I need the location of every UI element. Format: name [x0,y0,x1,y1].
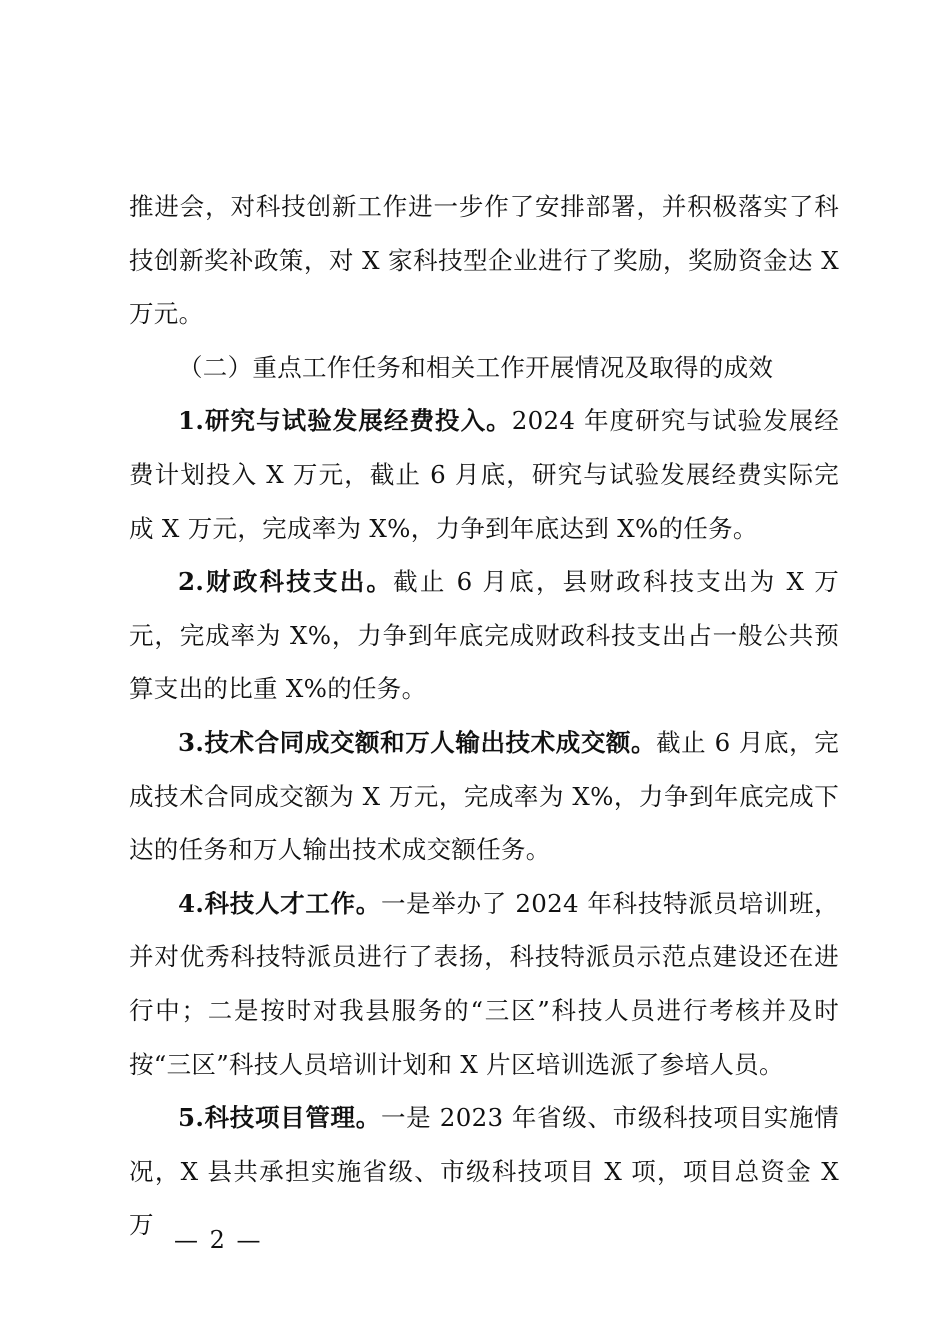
item-text: 截止 6 月底，完成技术合同成交额为 X 万元，完成率为 X%，力争到年底完成下达的任务和万人输出技术成交额任务。 [129,727,839,865]
section-heading [129,341,839,395]
item-heading: 1.研究与试验发展经费投入。 [178,406,512,436]
item-tech-talent [129,877,839,1091]
section-heading-text: （二）重点工作任务和相关工作开展情况及取得的成效 [178,352,774,382]
item-text: 截止 6 月底，县财政科技支出为 X 万元，完成率为 X%，力争到年底完成财政科技支出占一般公共预算支出的比重 X%的任务。 [129,567,839,704]
document-body [129,180,839,1252]
item-text: 一是 2023 年省级、市级科技项目实施情况，X 县共承担实施省级、市级科技项目 X 项，项目总资金 X 万 [129,1103,839,1240]
page-number: — 2 — [174,1226,263,1254]
item-fiscal-tech-spending [129,555,839,716]
item-text: 一是举办了 2024 年科技特派员培训班，并对优秀科技特派员进行了表扬，科技特派员示范点建设还在进行中；二是按时对我县服务的“三区”科技人员进行考核并及时按“三区”科技人员培训计划和 X 片区培训选派了参培人员。 [129,888,839,1079]
item-tech-contracts [129,716,839,877]
paragraph-text: 推进会，对科技创新工作进一步作了安排部署，并积极落实了科技创新奖补政策，对 X 家科技型企业进行了奖励，奖励资金达 X 万元。 [129,192,839,329]
item-rd-funding [129,394,839,555]
paragraph-continuation [129,180,839,341]
item-heading: 3.技术合同成交额和万人输出技术成交额。 [178,727,657,757]
item-text: 2024 年度研究与试验发展经费计划投入 X 万元，截止 6 月底，研究与试验发展经费实际完成 X 万元，完成率为 X%，力争到年底达到 X%的任务。 [129,406,839,543]
item-heading: 4.科技人才工作。 [178,888,381,918]
item-heading: 5.科技项目管理。 [178,1103,381,1133]
item-heading: 2.财政科技支出。 [178,567,394,597]
